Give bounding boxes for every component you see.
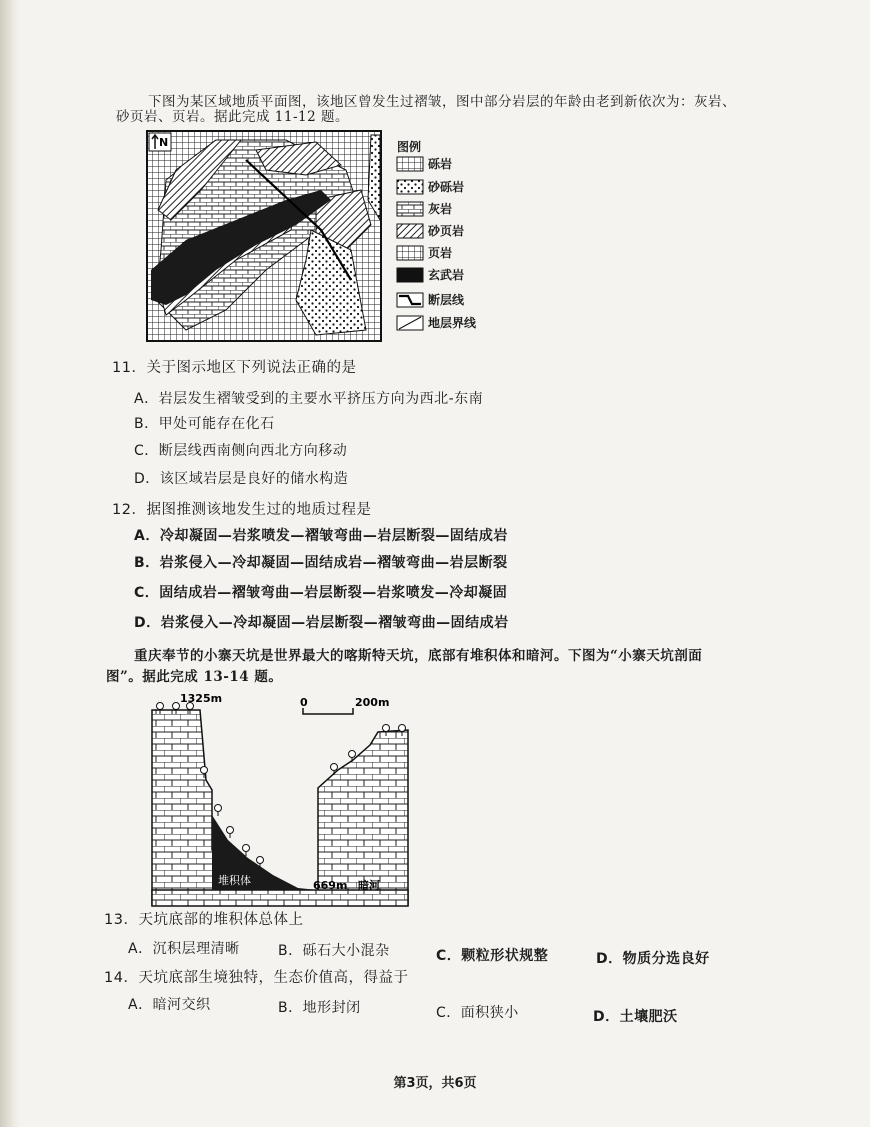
legend-item-sandy-shale (396, 222, 464, 239)
q12-stem: 12．据图推测该地发生过的地质过程是 (112, 502, 372, 518)
q14-option-d[interactable]: D．土壤肥沃 (593, 1009, 678, 1025)
legend-label: 灰岩 (428, 202, 453, 216)
scale-zero: 0 (300, 696, 308, 709)
page-footer: 第3页，共6页 (393, 1076, 477, 1091)
legend-label: 砂砾岩 (428, 180, 465, 194)
q11-option-d[interactable]: D．该区域岩层是良好的储水构造 (134, 471, 349, 487)
q12-option-b[interactable]: B．岩浆侵入—冷却凝固—固结成岩—褶皱弯曲—岩层断裂 (134, 555, 508, 571)
legend-label: 砾岩 (428, 157, 453, 171)
q13-stem: 13．天坑底部的堆积体总体上 (104, 912, 304, 928)
q11-option-a[interactable]: A．岩层发生褶皱受到的主要水平挤压方向为西北-东南 (134, 391, 484, 407)
sandy-shale-swatch (396, 223, 424, 239)
q14-stem: 14．天坑底部生境独特，生态价值高，得益于 (104, 970, 409, 986)
geologic-map (146, 130, 382, 342)
legend-item-sandy-conglomerate (396, 178, 464, 195)
legend-label: 断层线 (428, 293, 465, 307)
q13-option-a[interactable]: A．沉积层理清晰 (128, 941, 240, 957)
q14-option-a[interactable]: A．暗河交织 (128, 997, 211, 1013)
sinkhole-profile (148, 690, 413, 912)
legend-item-strata-boundary (396, 314, 476, 331)
intro2-line-2: 图”。据此完成 13-14 题。 (106, 669, 283, 685)
legend-item-limestone (396, 200, 452, 217)
conglomerate-swatch (396, 156, 424, 172)
q11-option-b[interactable]: B．甲处可能存在化石 (134, 416, 275, 432)
q14-option-b[interactable]: B．地形封闭 (278, 1000, 361, 1016)
q13-option-d[interactable]: D．物质分选良好 (596, 951, 710, 967)
legend-item-fault-line (396, 291, 464, 308)
legend-label: 页岩 (428, 246, 453, 260)
north-label: N (159, 136, 169, 149)
intro-line-1: 下图为某区域地质平面图，该地区曾发生过褶皱，图中部分岩层的年龄由老到新依次为：灰岩、 (148, 94, 736, 110)
legend-label: 玄武岩 (428, 268, 465, 282)
legend-item-shale (396, 244, 452, 261)
top-elevation: 1325m (180, 692, 223, 705)
bottom-elevation: 669m (313, 879, 348, 892)
river-label: 暗河 (358, 879, 380, 892)
legend-title: 图例 (397, 140, 422, 154)
legend-label: 地层界线 (428, 316, 477, 330)
q14-option-c[interactable]: C．面积狭小 (436, 1005, 519, 1021)
deposit-label: 堆积体 (218, 874, 251, 887)
q13-option-b[interactable]: B．砾石大小混杂 (278, 943, 390, 959)
page-binding-edge (0, 0, 20, 1127)
q12-option-c[interactable]: C．固结成岩—褶皱弯曲—岩层断裂—岩浆喷发—冷却凝固 (134, 585, 508, 601)
legend-item-conglomerate (396, 155, 452, 172)
q13-option-c[interactable]: C．颗粒形状规整 (436, 948, 549, 964)
q11-option-c[interactable]: C．断层线西南侧向西北方向移动 (134, 443, 348, 459)
sandy-conglomerate-swatch (396, 179, 424, 195)
legend-item-basalt (396, 266, 464, 283)
intro2-line-1: 重庆奉节的小寨天坑是世界最大的喀斯特天坑，底部有堆积体和暗河。下图为“小寨天坑剖面 (134, 648, 703, 664)
basalt-swatch (396, 267, 424, 283)
strata-boundary-swatch (396, 315, 424, 331)
intro-line-2: 砂页岩、页岩。据此完成 11-12 题。 (116, 109, 350, 125)
limestone-swatch (396, 201, 424, 217)
fault-line-swatch (396, 292, 424, 308)
q11-stem: 11．关于图示地区下列说法正确的是 (112, 360, 357, 376)
legend-label: 砂页岩 (428, 224, 465, 238)
scale-end: 200m (355, 696, 390, 709)
q12-option-a[interactable]: A．冷却凝固—岩浆喷发—褶皱弯曲—岩层断裂—固结成岩 (134, 528, 508, 544)
q12-option-d[interactable]: D．岩浆侵入—冷却凝固—岩层断裂—褶皱弯曲—固结成岩 (134, 615, 509, 631)
shale-swatch (396, 245, 424, 261)
